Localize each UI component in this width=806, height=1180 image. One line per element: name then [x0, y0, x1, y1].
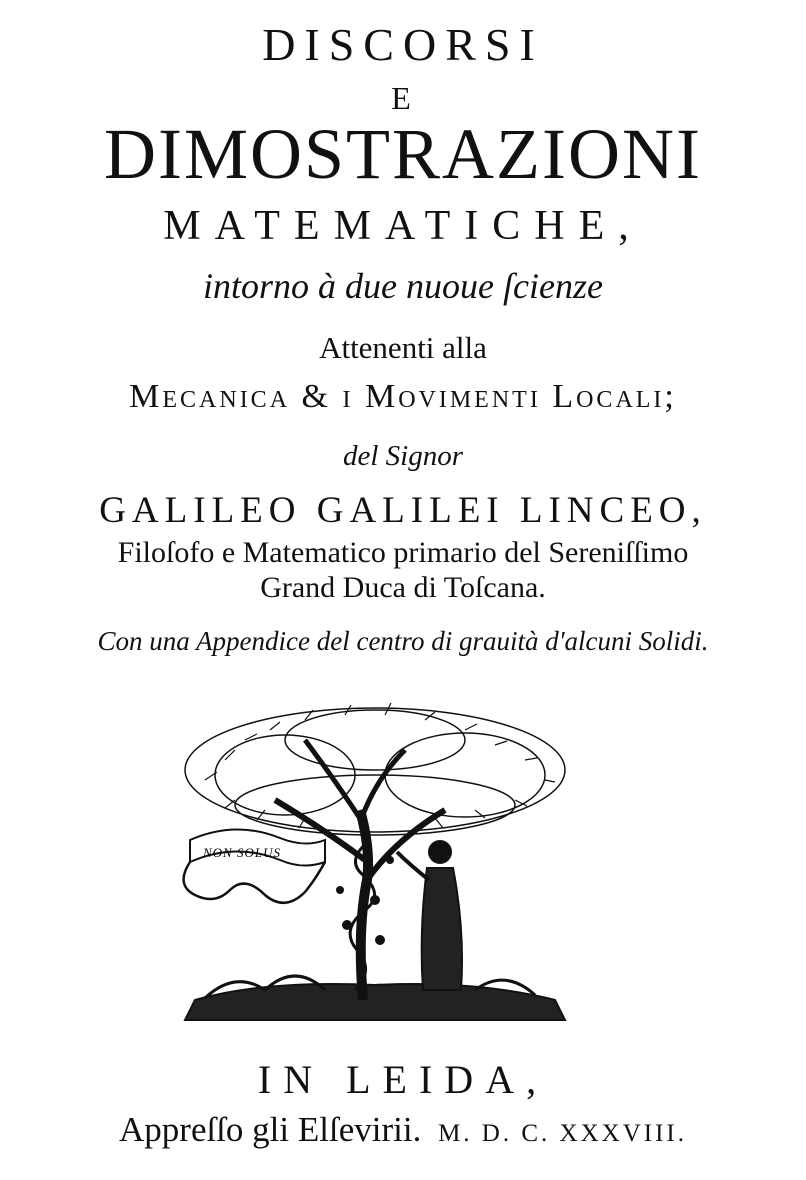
imprint-year: M. D. C. XXXVIII. [438, 1120, 687, 1147]
subtitle-mecanica: Mecanica & i Movimenti Locali; [129, 378, 677, 415]
author-prefix: del Signor [342, 440, 464, 472]
imprint-publisher: Appreſſo gli Elſevirii. [119, 1110, 422, 1149]
title-dimostrazioni: DIMOSTRAZIONI [104, 114, 702, 194]
author-name: GALILEO GALILEI LINCEO, [99, 490, 707, 531]
subtitle-nuove-scienze: intorno à due nuoue ſcienze [203, 266, 603, 306]
appendix-note: Con una Appendice del centro di grauità d'alcuni Solidi. [97, 626, 709, 656]
author-title-line2: Grand Duca di Toſcana. [260, 571, 546, 604]
printer-device-tree-icon [175, 700, 575, 1030]
title-conjunction: E [391, 80, 415, 116]
imprint-line [0, 1112, 806, 1147]
emblem-motto: NON SOLUS [203, 845, 281, 860]
title-discorsi: DISCORSI [262, 19, 544, 70]
author-title-line1: Filoſofo e Matematico primario del Sereniſſimo [117, 536, 689, 569]
title-matematiche: MATEMATICHE, [163, 203, 643, 249]
subtitle-attenenti: Attenenti alla [319, 330, 487, 365]
imprint-place: IN LEIDA, [257, 1057, 549, 1102]
